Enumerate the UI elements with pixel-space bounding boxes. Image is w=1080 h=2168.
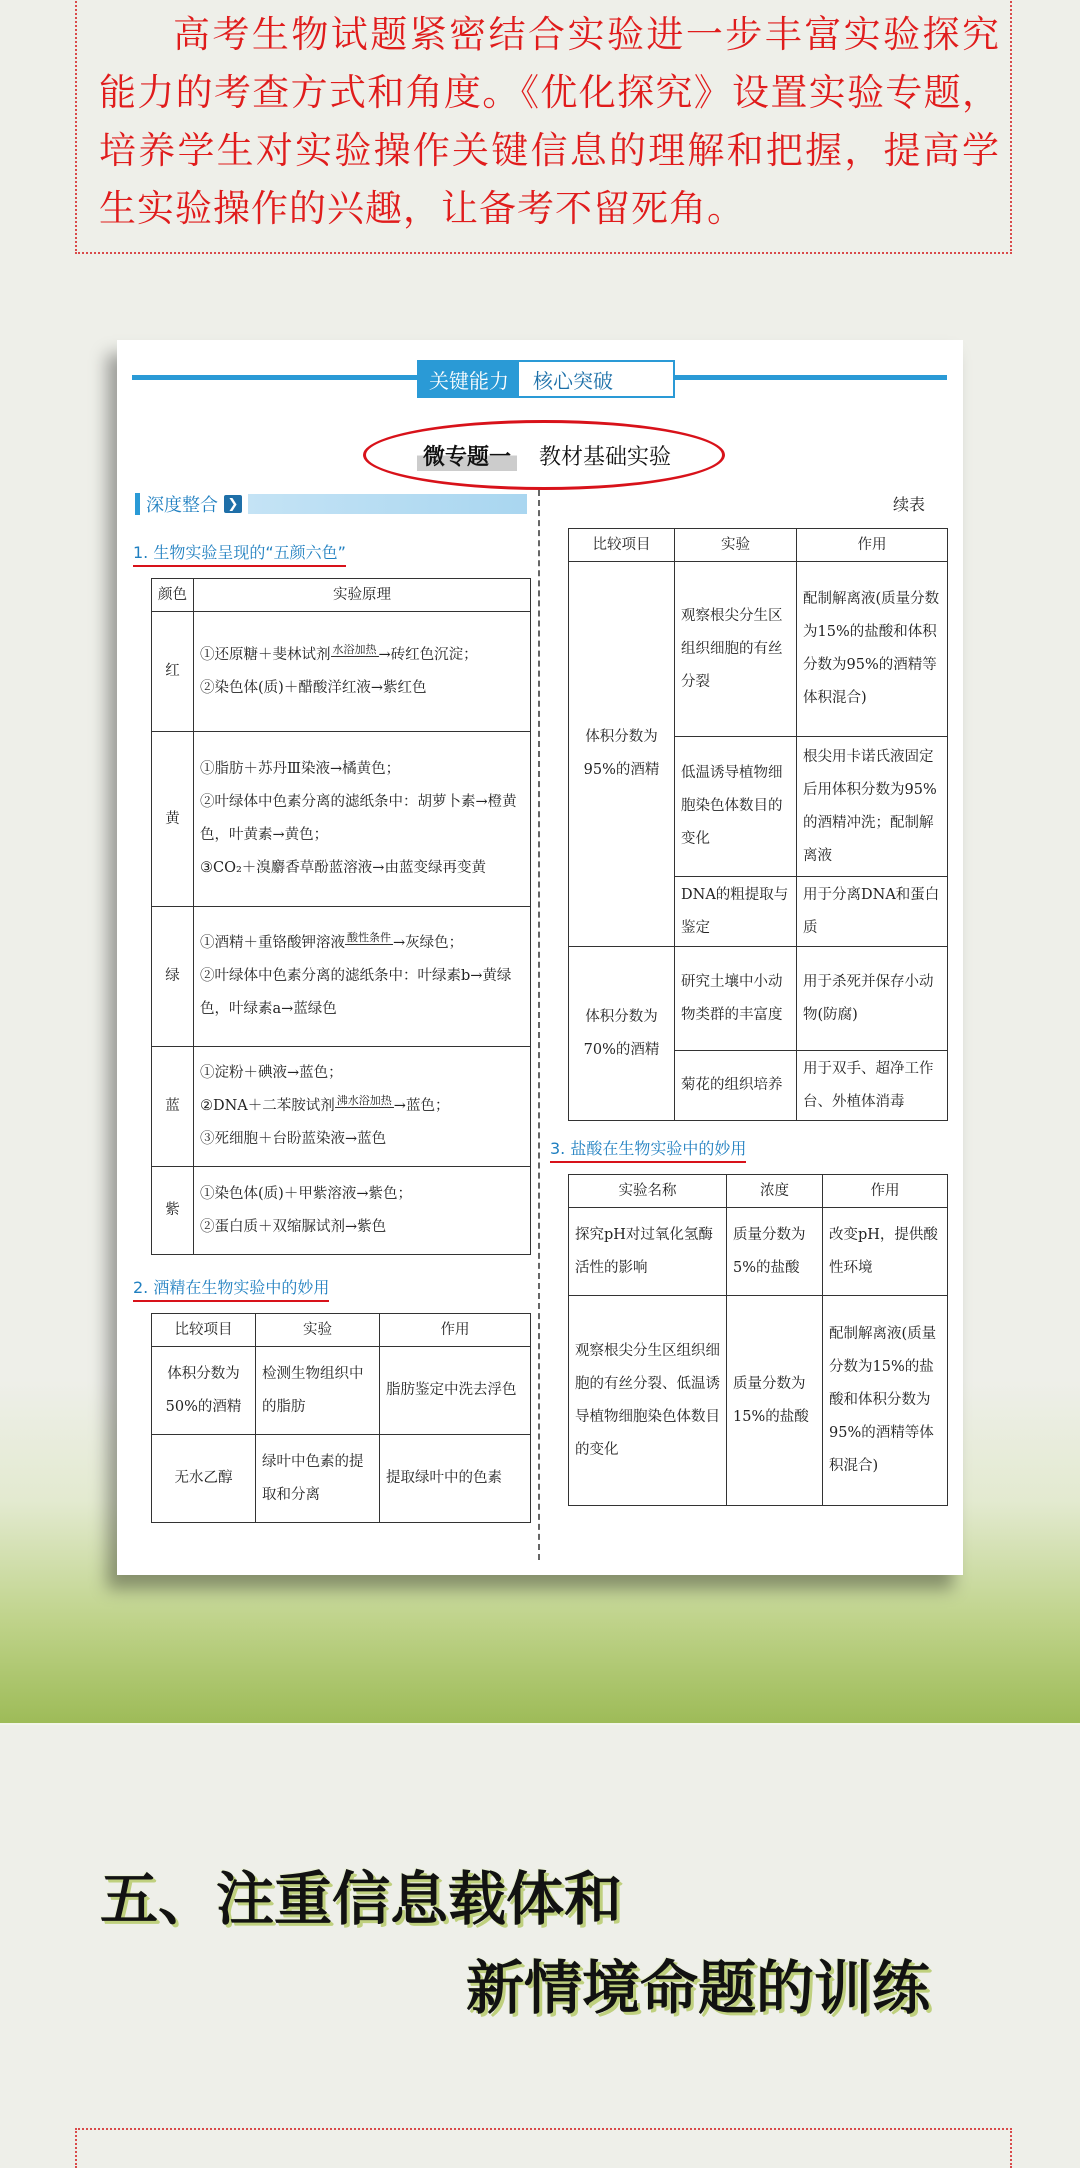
colors-header-color: 颜色 bbox=[152, 579, 194, 612]
header-label-b: 核心突破 bbox=[533, 368, 613, 393]
table-cell: 改变pH，提供酸性环境 bbox=[823, 1208, 948, 1296]
alcohol-left-header: 比较项目 bbox=[152, 1314, 256, 1347]
table-cell: 探究pH对过氧化氢酶活性的影响 bbox=[569, 1208, 727, 1296]
alcohol-left-header: 实验 bbox=[256, 1314, 380, 1347]
color-cell-green: 绿 bbox=[152, 907, 194, 1047]
header-banner bbox=[417, 360, 675, 398]
deep-integration-bar bbox=[135, 492, 527, 516]
deep-bar-marker bbox=[135, 493, 140, 515]
table-cell: 无水乙醇 bbox=[152, 1435, 256, 1523]
hcl-header: 实验名称 bbox=[569, 1175, 727, 1208]
table-cell: 用于双手、超净工作台、外植体消毒 bbox=[797, 1051, 948, 1121]
intro-box bbox=[75, 0, 1012, 254]
reaction-arrow: 沸水浴加热 bbox=[336, 1094, 392, 1107]
table-cell: 配制解离液(质量分数为15%的盐酸和体积分数为95%的酒精等体积混合) bbox=[797, 562, 948, 737]
table-cell: 用于杀死并保存小动物(防腐) bbox=[797, 947, 948, 1051]
topic-subtitle: 教材基础实验 bbox=[539, 444, 672, 470]
table-cell: 根尖用卡诺氏液固定后用体积分数为95%的酒精冲洗；配制解离液 bbox=[797, 737, 948, 877]
principle-line: ③死细胞＋台盼蓝染液→蓝色 bbox=[200, 1131, 387, 1147]
alcohol-table-right bbox=[568, 528, 948, 1121]
header-label-a: 关键能力 bbox=[419, 362, 519, 396]
table-cell: 观察根尖分生区组织细胞的有丝分裂、低温诱导植物细胞染色体数目的变化 bbox=[569, 1296, 727, 1506]
principle-line: ①还原糖＋斐林试剂 水浴加热 →砖红色沉淀； bbox=[200, 642, 478, 663]
principle-line: ②叶绿体中色素分离的滤纸条中：叶绿素b→黄绿色，叶绿素a→蓝绿色 bbox=[200, 968, 512, 1017]
principle-line: ②染色体(质)＋醋酸洋红液→紫红色 bbox=[200, 679, 427, 696]
column-divider bbox=[538, 490, 540, 1560]
outro-box bbox=[75, 2128, 1012, 2168]
chevron-right-icon: ❯ bbox=[224, 495, 242, 513]
principle-cell-red bbox=[194, 612, 531, 732]
section-heading-hcl: 3. 盐酸在生物实验中的妙用 bbox=[550, 1136, 746, 1163]
header-rule-right bbox=[671, 375, 947, 380]
topic-title: 微专题一 bbox=[417, 440, 517, 471]
color-cell-purple: 紫 bbox=[152, 1167, 194, 1255]
table-cell: 绿叶中色素的提取和分离 bbox=[256, 1435, 380, 1523]
table-cell: 体积分数为50%的酒精 bbox=[152, 1347, 256, 1435]
color-cell-blue: 蓝 bbox=[152, 1047, 194, 1167]
reaction-arrow: 水浴加热 bbox=[332, 642, 377, 656]
principle-line: ②DNA＋二苯胺试剂 沸水浴加热 →蓝色； bbox=[200, 1094, 450, 1114]
table-cell: 用于分离DNA和蛋白质 bbox=[797, 877, 948, 947]
alcohol-right-header: 比较项目 bbox=[569, 529, 675, 562]
alcohol-table-left bbox=[151, 1313, 531, 1523]
table-cell: 脂肪鉴定中洗去浮色 bbox=[380, 1347, 531, 1435]
background-divider bbox=[0, 1723, 1080, 1725]
principle-cell-green bbox=[194, 907, 531, 1047]
section-heading-alcohol: 2. 酒精在生物实验中的妙用 bbox=[133, 1275, 329, 1302]
group-cell-95: 体积分数为95%的酒精 bbox=[569, 562, 675, 947]
deep-label: 深度整合 bbox=[146, 495, 218, 516]
section-heading-colors: 1. 生物实验呈现的“五颜六色” bbox=[133, 540, 346, 567]
table-cell: DNA的粗提取与鉴定 bbox=[675, 877, 797, 947]
table-cell: 观察根尖分生区组织细胞的有丝分裂 bbox=[675, 562, 797, 737]
colors-table bbox=[151, 578, 531, 1255]
topic-ellipse bbox=[363, 420, 725, 490]
table-cell: 检测生物组织中的脂肪 bbox=[256, 1347, 380, 1435]
principle-line: ③CO₂＋溴麝香草酚蓝溶液→由蓝变绿再变黄 bbox=[200, 860, 486, 876]
principle-cell-yellow bbox=[194, 732, 531, 907]
table-cell: 研究土壤中小动物类群的丰富度 bbox=[675, 947, 797, 1051]
hcl-header: 浓度 bbox=[727, 1175, 823, 1208]
color-cell-red: 红 bbox=[152, 612, 194, 732]
table-cell: 配制解离液(质量分数为15%的盐酸和体积分数为95%的酒精等体积混合) bbox=[823, 1296, 948, 1506]
section-title-line2: 新情境命题的训练 bbox=[466, 1954, 931, 2022]
alcohol-left-header: 作用 bbox=[380, 1314, 531, 1347]
reaction-arrow: 酸性条件 bbox=[347, 931, 391, 944]
intro-text: 高考生物试题紧密结合实验进一步丰富实验探究能力的考查方式和角度。《优化探究》设置实验专题，培养学生对实验操作关键信息的理解和把握，提高学生实验操作的兴趣，让备考不留死角。 bbox=[99, 13, 1000, 230]
table-cell: 提取绿叶中的色素 bbox=[380, 1435, 531, 1523]
group-cell-70: 体积分数为70%的酒精 bbox=[569, 947, 675, 1121]
header-rule-left bbox=[132, 375, 417, 380]
principle-line: ①淀粉＋碘液→蓝色； bbox=[200, 1065, 343, 1081]
principle-line: ②叶绿体中色素分离的滤纸条中：胡萝卜素→橙黄色，叶黄素→黄色； bbox=[200, 794, 517, 843]
alcohol-right-header: 作用 bbox=[797, 529, 948, 562]
colors-header-principle: 实验原理 bbox=[194, 579, 531, 612]
table-cell: 菊花的组织培养 bbox=[675, 1051, 797, 1121]
principle-cell-purple bbox=[194, 1167, 531, 1255]
hcl-table bbox=[568, 1174, 948, 1506]
textbook-page bbox=[117, 340, 963, 1575]
principle-line: ①酒精＋重铬酸钾溶液 酸性条件 →灰绿色； bbox=[200, 931, 464, 951]
section-title-line1: 五、注重信息载体和 bbox=[100, 1865, 623, 1933]
table-cell: 低温诱导植物细胞染色体数目的变化 bbox=[675, 737, 797, 877]
principle-line: ②蛋白质＋双缩脲试剂→紫色 bbox=[200, 1218, 387, 1235]
continued-label: 续表 bbox=[893, 495, 926, 514]
color-cell-yellow: 黄 bbox=[152, 732, 194, 907]
hcl-header: 作用 bbox=[823, 1175, 948, 1208]
principle-line: ①脂肪＋苏丹Ⅲ染液→橘黄色； bbox=[200, 761, 401, 777]
principle-cell-blue bbox=[194, 1047, 531, 1167]
table-cell: 质量分数为5%的盐酸 bbox=[727, 1208, 823, 1296]
deep-fill bbox=[248, 494, 527, 514]
principle-line: ①染色体(质)＋甲紫溶液→紫色； bbox=[200, 1185, 412, 1202]
alcohol-right-header: 实验 bbox=[675, 529, 797, 562]
table-cell: 质量分数为15%的盐酸 bbox=[727, 1296, 823, 1506]
